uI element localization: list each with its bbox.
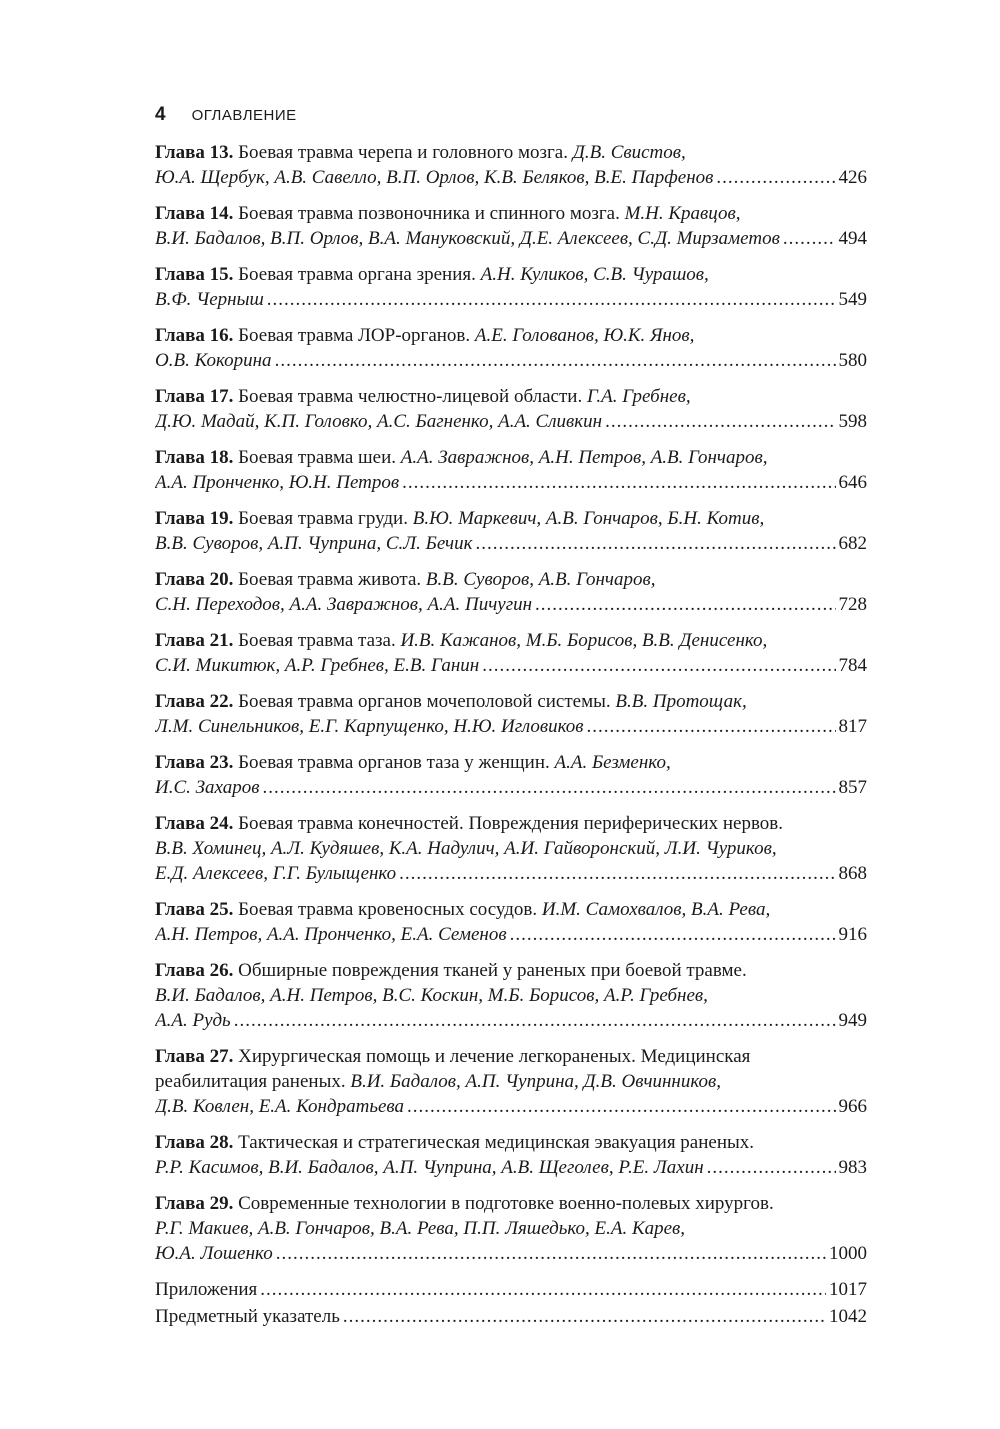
toc-appendix-entry: [155, 1304, 867, 1329]
toc-entry-last-line: [155, 348, 867, 373]
chapter-authors: А.А. Пронченко, Ю.Н. Петров: [155, 472, 400, 493]
dot-leader: [587, 714, 836, 739]
chapter-title: Хирургическая помощь и лечение легкораненых. Медицинская: [233, 1046, 751, 1067]
toc-entry: [155, 1130, 867, 1180]
toc-entry-last-line: [155, 470, 867, 495]
toc-entry: [155, 628, 867, 678]
toc-entry-last-line: [155, 653, 867, 678]
toc-entry: [155, 323, 867, 373]
dot-leader: [402, 470, 835, 495]
page-reference: 966: [838, 1096, 867, 1117]
chapter-authors: И.С. Захаров: [155, 777, 260, 798]
toc-entry-last-line: [155, 531, 867, 556]
chapter-label: Глава 17.: [155, 386, 234, 407]
dot-leader: [605, 409, 835, 434]
toc-entry-middle-line: [155, 1216, 867, 1241]
dot-leader: [535, 592, 835, 617]
toc-entry-first-line: [155, 384, 867, 409]
chapter-title-continued: реабилитация раненых.: [155, 1071, 351, 1092]
toc-entry-last-line: [155, 775, 867, 800]
page-reference: 1017: [829, 1279, 867, 1300]
toc-entry-last-line: [155, 1155, 867, 1180]
toc-entry-last-line: [155, 165, 867, 190]
page-reference: 682: [838, 533, 867, 554]
page-reference: 646: [838, 472, 867, 493]
chapter-label: Глава 20.: [155, 569, 234, 590]
chapter-authors: А.А. Завражнов, А.Н. Петров, А.В. Гончаров,: [400, 447, 768, 468]
toc-entry: [155, 1044, 867, 1119]
toc-entry: [155, 689, 867, 739]
chapter-authors: В.В. Суворов, А.П. Чуприна, С.Л. Бечик: [155, 533, 473, 554]
toc-entry-first-line: [155, 445, 867, 470]
page-reference: 784: [838, 655, 867, 676]
chapter-authors: Р.Г. Макиев, А.В. Гончаров, В.А. Рева, П.П. Ляшедько, Е.А. Карев,: [155, 1218, 686, 1239]
chapter-title: Боевая травма позвоночника и спинного мозга.: [233, 203, 625, 224]
chapter-title: Тактическая и стратегическая медицинская эвакуация раненых.: [233, 1132, 755, 1153]
page-reference: 426: [838, 167, 867, 188]
toc-entry-last-line: [155, 922, 867, 947]
chapter-authors: В.Ю. Маркевич, А.В. Гончаров, Б.Н. Котив,: [412, 508, 765, 529]
chapter-label: Глава 29.: [155, 1193, 234, 1214]
toc-entry-last-line: [155, 592, 867, 617]
toc-entry-first-line: [155, 897, 867, 922]
dot-leader: [510, 922, 836, 947]
page-reference: 949: [838, 1010, 867, 1031]
toc-entry-middle-line: [155, 1069, 867, 1094]
chapter-label: Глава 15.: [155, 264, 234, 285]
dot-leader: [783, 226, 836, 251]
chapter-authors: И.В. Кажанов, М.Б. Борисов, В.В. Денисенко,: [400, 630, 768, 651]
chapter-authors: В.В. Суворов, А.В. Гончаров,: [425, 569, 656, 590]
chapter-label: Глава 27.: [155, 1046, 234, 1067]
chapter-title: Боевая травма органов таза у женщин.: [233, 752, 555, 773]
page-reference: 868: [838, 863, 867, 884]
toc-entry-first-line: [155, 689, 867, 714]
toc-entry-first-line: [155, 958, 867, 983]
toc-entry: [155, 445, 867, 495]
chapter-authors: С.Н. Переходов, А.А. Завражнов, А.А. Пичугин: [155, 594, 533, 615]
toc-entry-first-line: [155, 201, 867, 226]
toc-entry-first-line: [155, 1044, 867, 1069]
dot-leader: [343, 1304, 826, 1329]
toc-entry-last-line: [155, 1008, 867, 1033]
toc-entry-first-line: [155, 323, 867, 348]
dot-leader: [267, 287, 836, 312]
toc-entry: [155, 750, 867, 800]
toc-entry: [155, 958, 867, 1033]
dot-leader: [399, 861, 835, 886]
dot-leader: [260, 1277, 826, 1302]
chapter-authors: М.Н. Кравцов,: [624, 203, 741, 224]
chapter-authors: Ю.А. Щербук, А.В. Савелло, В.П. Орлов, К.В. Беляков, В.Е. Парфенов: [155, 167, 714, 188]
toc-entry: [155, 384, 867, 434]
chapter-label: Глава 25.: [155, 899, 234, 920]
chapter-label: Глава 26.: [155, 960, 234, 981]
toc-entry-middle-line: [155, 836, 867, 861]
toc-entry-last-line: [155, 226, 867, 251]
appendix-title: Приложения: [155, 1279, 258, 1300]
section-title: ОГЛАВЛЕНИЕ: [191, 107, 297, 124]
chapter-authors: В.В. Хоминец, А.Л. Кудяшев, К.А. Надулич, А.И. Гайворонский, Л.И. Чуриков,: [155, 838, 777, 859]
chapter-title: Боевая травма конечностей. Повреждения периферических нервов.: [233, 813, 784, 834]
chapter-authors: Г.А. Гребнев,: [586, 386, 691, 407]
toc-entry-last-line: [155, 287, 867, 312]
page-reference: 494: [838, 228, 867, 249]
chapter-authors: Д.В. Свистов,: [572, 142, 686, 163]
dot-leader: [482, 653, 835, 678]
toc-entry: [155, 140, 867, 190]
page-reference: 916: [838, 924, 867, 945]
dot-leader: [707, 1155, 836, 1180]
chapter-authors: В.В. Протощак,: [615, 691, 747, 712]
page-reference: 1042: [829, 1306, 867, 1327]
chapter-title: Обширные повреждения тканей у раненых при боевой травме.: [233, 960, 747, 981]
chapter-authors: Р.Р. Касимов, В.И. Бадалов, А.П. Чуприна, А.В. Щеголев, Р.Е. Лахин: [155, 1157, 704, 1178]
chapter-title: Боевая травма органов мочеполовой системы.: [233, 691, 616, 712]
chapter-title: Боевая травма шеи.: [233, 447, 401, 468]
chapter-authors: А.А. Рудь: [155, 1010, 231, 1031]
dot-leader: [234, 1008, 836, 1033]
toc-entry-first-line: [155, 750, 867, 775]
toc-entry: [155, 811, 867, 886]
page-reference: 728: [838, 594, 867, 615]
dot-leader: [407, 1094, 835, 1119]
chapter-label: Глава 28.: [155, 1132, 234, 1153]
chapter-label: Глава 22.: [155, 691, 234, 712]
chapter-authors: В.И. Бадалов, А.П. Чуприна, Д.В. Овчинников,: [350, 1071, 722, 1092]
toc-appendix-entry: [155, 1277, 867, 1302]
chapter-authors: А.Н. Куликов, С.В. Чурашов,: [480, 264, 709, 285]
dot-leader: [275, 348, 836, 373]
page-reference: 857: [838, 777, 867, 798]
chapter-authors: Д.Ю. Мадай, К.П. Головко, А.С. Багненко, А.А. Сливкин: [155, 411, 603, 432]
page-reference: 598: [838, 411, 867, 432]
chapter-label: Глава 13.: [155, 142, 234, 163]
toc-entry-first-line: [155, 262, 867, 287]
dot-leader: [475, 531, 835, 556]
toc-entry: [155, 567, 867, 617]
toc-entry-last-line: [155, 861, 867, 886]
toc-entry-middle-line: [155, 983, 867, 1008]
chapter-authors: В.Ф. Черныш: [155, 289, 264, 310]
chapter-title: Боевая травма органа зрения.: [233, 264, 481, 285]
page-reference: 549: [838, 289, 867, 310]
toc-entry-first-line: [155, 506, 867, 531]
page-reference: 983: [838, 1157, 867, 1178]
toc-entry-last-line: [155, 714, 867, 739]
page-reference: 580: [838, 350, 867, 371]
toc-entry: [155, 201, 867, 251]
chapter-title: Боевая травма груди.: [233, 508, 413, 529]
page-number: 4: [155, 104, 166, 125]
toc-entry-first-line: [155, 1130, 867, 1155]
toc-entry-first-line: [155, 140, 867, 165]
table-of-contents: [155, 140, 867, 1331]
chapter-authors: О.В. Кокорина: [155, 350, 272, 371]
page-reference: 1000: [829, 1243, 867, 1264]
toc-entry-first-line: [155, 811, 867, 836]
toc-entry: [155, 897, 867, 947]
chapter-authors: С.И. Микитюк, А.Р. Гребнев, Е.В. Ганин: [155, 655, 480, 676]
appendix-title: Предметный указатель: [155, 1306, 340, 1327]
chapter-title: Боевая травма кровеносных сосудов.: [233, 899, 542, 920]
chapter-title: Боевая травма ЛОР-органов.: [233, 325, 475, 346]
chapter-title: Боевая травма челюстно-лицевой области.: [233, 386, 587, 407]
chapter-authors: А.Н. Петров, А.А. Пронченко, Е.А. Семенов: [155, 924, 507, 945]
chapter-label: Глава 23.: [155, 752, 234, 773]
chapter-label: Глава 19.: [155, 508, 234, 529]
toc-entry-last-line: [155, 1241, 867, 1266]
chapter-authors: В.И. Бадалов, А.Н. Петров, В.С. Коскин, М.Б. Борисов, А.Р. Гребнев,: [155, 985, 708, 1006]
toc-entry: [155, 262, 867, 312]
chapter-label: Глава 16.: [155, 325, 234, 346]
chapter-title: Современные технологии в подготовке военно-полевых хирургов.: [233, 1193, 774, 1214]
chapter-title: Боевая травма черепа и головного мозга.: [233, 142, 573, 163]
toc-entry: [155, 1191, 867, 1266]
toc-entry-first-line: [155, 1191, 867, 1216]
toc-entry-last-line: [155, 1094, 867, 1119]
dot-leader: [262, 775, 835, 800]
toc-entry-first-line: [155, 567, 867, 592]
chapter-authors: Д.В. Ковлен, Е.А. Кондратьева: [155, 1096, 405, 1117]
chapter-authors: А.Е. Голованов, Ю.К. Янов,: [474, 325, 695, 346]
chapter-label: Глава 21.: [155, 630, 234, 651]
chapter-authors: А.А. Безменко,: [554, 752, 671, 773]
chapter-title: Боевая травма таза.: [233, 630, 401, 651]
chapter-label: Глава 18.: [155, 447, 234, 468]
chapter-authors: Е.Д. Алексеев, Г.Г. Булыщенко: [155, 863, 397, 884]
toc-entry: [155, 506, 867, 556]
chapter-authors: Ю.А. Лошенко: [155, 1243, 273, 1264]
toc-entry-last-line: [155, 409, 867, 434]
chapter-label: Глава 24.: [155, 813, 234, 834]
chapter-authors: Л.М. Синельников, Е.Г. Карпущенко, Н.Ю. Игловиков: [155, 716, 584, 737]
chapter-authors: В.И. Бадалов, В.П. Орлов, В.А. Мануковский, Д.Е. Алексеев, С.Д. Мирзаметов: [155, 228, 780, 249]
toc-entry-first-line: [155, 628, 867, 653]
chapter-authors: И.М. Самохвалов, В.А. Рева,: [541, 899, 771, 920]
chapter-label: Глава 14.: [155, 203, 234, 224]
running-head: [155, 104, 297, 130]
dot-leader: [276, 1241, 826, 1266]
page-reference: 817: [838, 716, 867, 737]
chapter-title: Боевая травма живота.: [233, 569, 426, 590]
dot-leader: [716, 165, 835, 190]
